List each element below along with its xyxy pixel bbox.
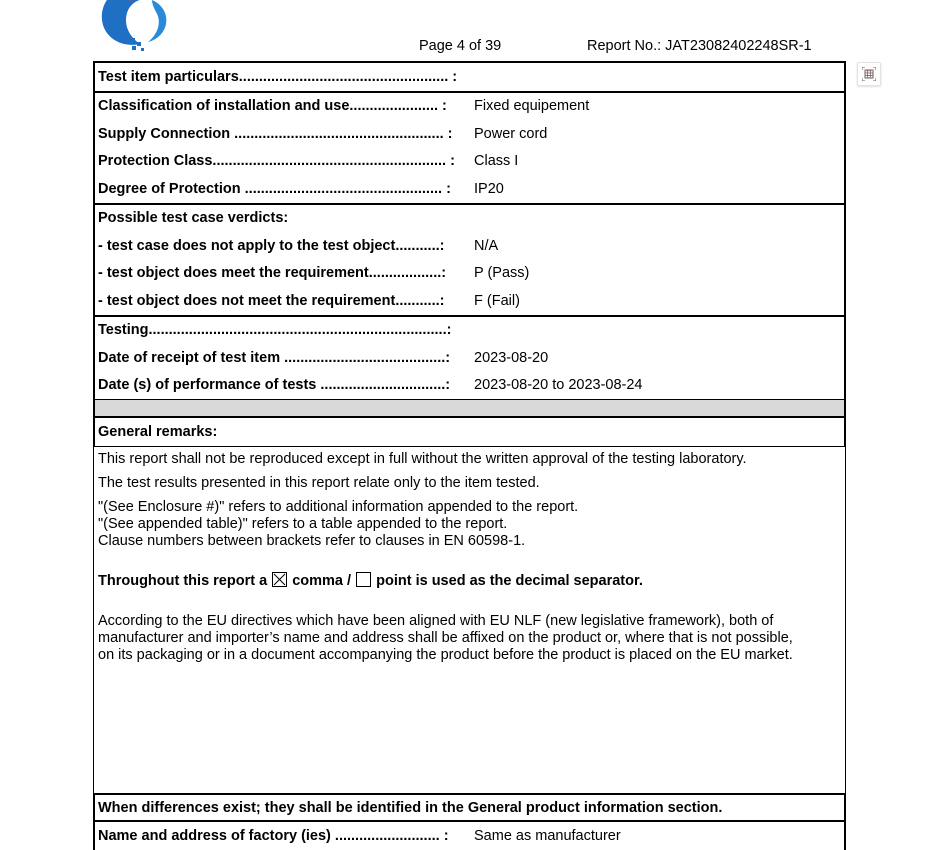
- field-value: Same as manufacturer: [474, 828, 621, 844]
- verdict-value: F (Fail): [474, 292, 520, 309]
- verdict-label: - test object does not meet the requirement...........:: [98, 292, 445, 309]
- page-number: Page 4 of 39: [419, 38, 502, 54]
- field-label: Testing..........................................................................:: [98, 322, 452, 339]
- remark-line: The test results presented in this report relate only to the item tested.: [98, 475, 540, 491]
- differences-note: When differences exist; they shall be identified in the General product information section.: [93, 793, 846, 820]
- table-select-button[interactable]: [857, 62, 881, 86]
- remark-line: "(See Enclosure #)" refers to additional information appended to the report.: [98, 499, 579, 515]
- field-value: Fixed equipement: [474, 98, 590, 115]
- section-title: Possible test case verdicts:: [98, 210, 289, 227]
- field-label: Date of receipt of test item ........................................:: [98, 349, 451, 366]
- field-row: [95, 344, 844, 372]
- field-row: [95, 148, 844, 176]
- field-value: 2023-08-20: [474, 349, 549, 366]
- factory-row: [93, 820, 846, 850]
- verdict-value: N/A: [474, 237, 499, 254]
- eu-paragraph-line: According to the EU directives which have been aligned with EU NLF (new legislative framework), both of: [98, 613, 774, 629]
- field-label: Name and address of factory (ies) .......................... :: [98, 828, 449, 844]
- verdict-value: P (Pass): [474, 265, 530, 282]
- report-number: Report No.: JAT23082402248SR-1: [587, 38, 812, 54]
- verdict-label: - test object does meet the requirement..................:: [98, 265, 447, 282]
- field-label: Protection Class.......................................................... :: [98, 153, 455, 170]
- field-value: 2023-08-20 to 2023-08-24: [474, 377, 643, 394]
- field-row: [95, 93, 844, 121]
- report-document: [93, 61, 846, 850]
- classification-section: [93, 91, 846, 203]
- verdict-row: [95, 287, 844, 315]
- field-label: Date (s) of performance of tests ...............................:: [98, 377, 451, 394]
- checked-x-icon: [273, 573, 286, 586]
- comma-checkbox[interactable]: [272, 572, 287, 587]
- remark-line: Clause numbers between brackets refer to clauses in EN 60598-1.: [98, 533, 526, 549]
- company-logo: [96, 0, 178, 54]
- remark-line: "(See appended table)" refers to a table appended to the report.: [98, 516, 508, 532]
- field-row: [95, 120, 844, 148]
- general-remarks-header: [93, 416, 846, 446]
- test-item-section: [93, 61, 846, 91]
- remark-line: This report shall not be reproduced except in full without the written approval of the testing laboratory.: [98, 451, 747, 467]
- verdicts-section: [93, 203, 846, 315]
- field-value: Class I: [474, 153, 519, 170]
- field-row: [95, 372, 844, 400]
- testing-section: [93, 315, 846, 400]
- field-label: Test item particulars.................................................... :: [98, 68, 458, 85]
- field-row: [95, 317, 844, 345]
- decimal-separator-line: Throughout this report a comma / point is used as the decimal separator.: [98, 573, 643, 589]
- field-label: Supply Connection .................................................... :: [98, 125, 453, 142]
- field-row: [95, 63, 844, 91]
- field-row: [95, 175, 844, 203]
- section-title: General remarks:: [98, 424, 218, 440]
- field-value: IP20: [474, 180, 504, 197]
- general-remarks-body: [93, 446, 846, 793]
- field-value: Power cord: [474, 125, 548, 142]
- eu-paragraph-line: on its packaging or in a document accompanying the product before the product is placed on the EU market.: [98, 647, 793, 663]
- table-icon: [862, 67, 876, 81]
- point-checkbox[interactable]: [356, 572, 371, 587]
- field-label: Degree of Protection ................................................. :: [98, 180, 451, 197]
- eu-paragraph-line: manufacturer and importer’s name and address shall be affixed on the product or, where that is not possible,: [98, 630, 793, 646]
- gray-separator: [93, 399, 846, 416]
- field-label: Classification of installation and use...................... :: [98, 98, 447, 115]
- verdict-row: [95, 260, 844, 288]
- verdict-label: - test case does not apply to the test object...........:: [98, 237, 445, 254]
- verdict-row: [95, 232, 844, 260]
